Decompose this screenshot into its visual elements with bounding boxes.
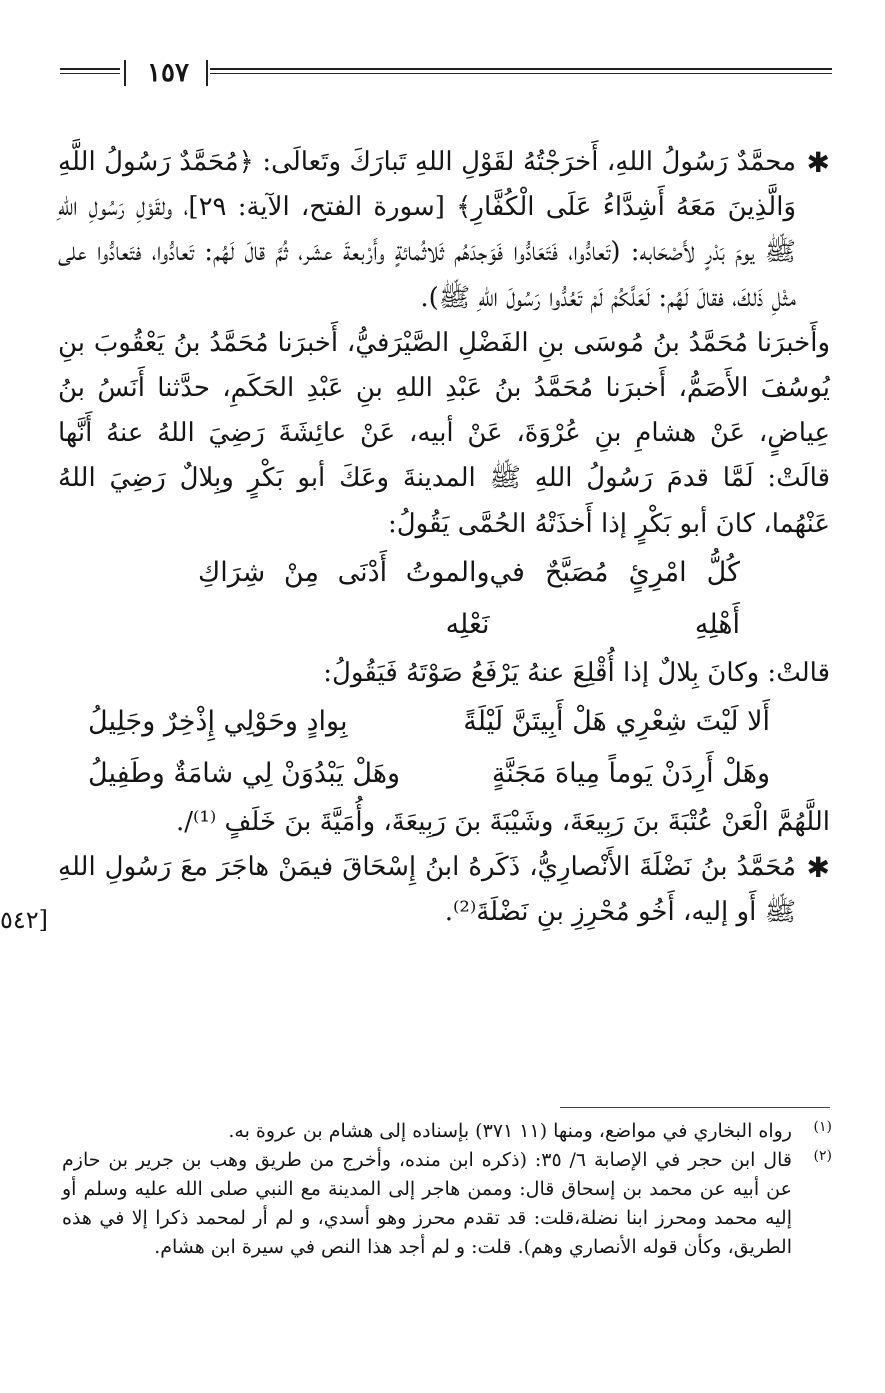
verse-hemistich: وهَلْ يَبْدُوَنْ لِي شامَةٌ وطَفِيلُ (88, 758, 401, 790)
footnote-text: رواه البخاري في مواضع، ومنها (١١ ٣٧١) بإسناده إلى هشام بن عروة به. (228, 1120, 792, 1142)
header-bar (206, 60, 208, 86)
isnad-paragraph: وأَخبرَنا مُحَمَّدُ بنُ مُوسَى بنِ الفَضْلِ الصَّيْرَفيُّ، أَخبرَنا مُحَمَّدُ بنُ يَعْقُوبَ بنِ يُوسُفَ الأَصَمُّ، أَخبرَنا مُحَمَّدُ بنُ عَبْدِ اللهِ بنِ عَبْدِ الحَكَمِ، حدَّثنا أَنَسُ بنُ عِياضٍ، عَنْ هشامِ بنِ عُرْوَةَ، عَنْ أبيه، عَنْ عائِشَةَ رَضِيَ اللهُ عنهُ أَنَّها قالَتْ: لَمَّا قدمَ رَسُولُ اللهِ ﷺ المدينةَ وعَكَ أبو بَكْرٍ وبِلالٌ رَضِيَ اللهُ عَنْهُما، كانَ أبو بَكْرٍ إذا أَخذَتْهُ الحُمَّى يَقُولُ: (58, 327, 830, 539)
footnote-number: (٢) (813, 1148, 832, 1164)
entry-text: محمَّدٌ رَسُولُ اللهِ، أَخرَجْتُهُ لقَوْلِ اللهِ تَبارَكَ وتَعالَى: ﴿مُحَمَّدٌ رَسُولُ اللَّهِ وَالَّذِينَ مَعَهُ أَشِدَّاءُ عَلَى الْكُفَّارِ﴾ [سورة الفتح، الآية: ٢٩]، ولقَوْلِ رَسُولِ اللهِ ﷺ يومَ بَدْرٍ لأَصْحَابه: (تَعادُّوا، فَتَعَادُّوا فَوَجدَهُم ثَلاثُمائةٍ وأَرْبعةَ عشَر، ثُمَّ قالَ لَهُم: تَعادُّوا، فتَعادُّوا على مثْلِ ذَلكَ، فقالَ لَهُم: لَعَلَّكُمْ لَمْ تَعُدُّوا رَسُولَ اللهِ ﷺ). (58, 147, 796, 313)
page-body (58, 140, 830, 936)
footnote (62, 1117, 832, 1146)
asterisk-icon: ✱ (806, 146, 830, 179)
footnote-text: قال ابن حجر في الإصابة ٦/ ٣٥: (ذكره ابن منده، وأخرج من طريق وهب بن جرير بن حازم عن أبيه عن محمد بن إسحاق قال: وممن هاجر إلى المدينة مع النبي صلى الله عليه وسلم أو إليه محمد ومحرز ابنا نضلة،قلت: قد تقدم محرز وهو أسدي، و لم أر لمحمد ذكرا إلا في هذه الطريق، وكأن قوله الأنصاري وهم). قلت: و لم أجد هذا النص في سيرة ابن هشام. (62, 1149, 792, 1258)
entry-paragraph (58, 845, 830, 935)
verse-line (58, 547, 830, 651)
page-number: ١٥٧ (147, 58, 189, 88)
verse-hemistich: بِوادٍ وحَوْلِي إِذْخِرٌ وجَلِيلُ (88, 706, 348, 738)
footnote-separator (560, 1107, 830, 1108)
header-bar (124, 60, 126, 86)
bilal-intro: قالتْ: وكانَ بِلالٌ إذا أُقْلِعَ عنهُ يَرْفَعُ صَوْتَهُ فَيَقُولُ: (323, 657, 830, 688)
verse-hemistich: أَلا لَيْتَ شِعْرِي هَلْ أَبِيتَنَّ لَيْلَةً (463, 706, 770, 738)
footnote-number: (١) (813, 1119, 832, 1135)
verse-hemistich: وهَلْ أَرِدَنْ يَوماً مِياهَ مَجَنَّةٍ (491, 758, 770, 790)
margin-reference: [٥٤٢ (0, 906, 49, 934)
verse-hemistich: والموتُ أَدْنَى مِنْ شِرَاكِ نَعْلِه (198, 556, 490, 640)
verse-hemistich: كُلُّ امْرِئٍ مُصَبَّحٌ في أَهْلِهِ (489, 556, 740, 640)
entry-text: مُحَمَّدُ بنُ نَضْلَةَ الأَنْصارِيُّ، ذَكَرهُ ابنُ إِسْحَاقَ فيمَنْ هاجَرَ معَ رَسُولِ اللهِ ﷺ أَو إليه، أَخُو مُحْرِزِ بنِ نَضْلَةَ⁽²⁾. (58, 852, 796, 928)
header-rule-right (210, 68, 832, 74)
footnote (62, 1146, 832, 1262)
header-rule-left (60, 68, 120, 74)
entry-paragraph (58, 140, 830, 321)
verse-line (58, 696, 830, 748)
asterisk-icon: ✱ (806, 851, 830, 885)
verse-line (58, 748, 830, 800)
curse-line: اللَّهُمَّ الْعَنْ عُتْبَةَ بنَ رَبِيعَةَ، وشَيْبَةَ بنَ رَبِيعَةَ، وأُمَيَّةَ بنَ خَلَفٍ ⁽¹⁾/. (176, 807, 830, 838)
page-header (60, 58, 830, 94)
footnotes (62, 1117, 832, 1262)
